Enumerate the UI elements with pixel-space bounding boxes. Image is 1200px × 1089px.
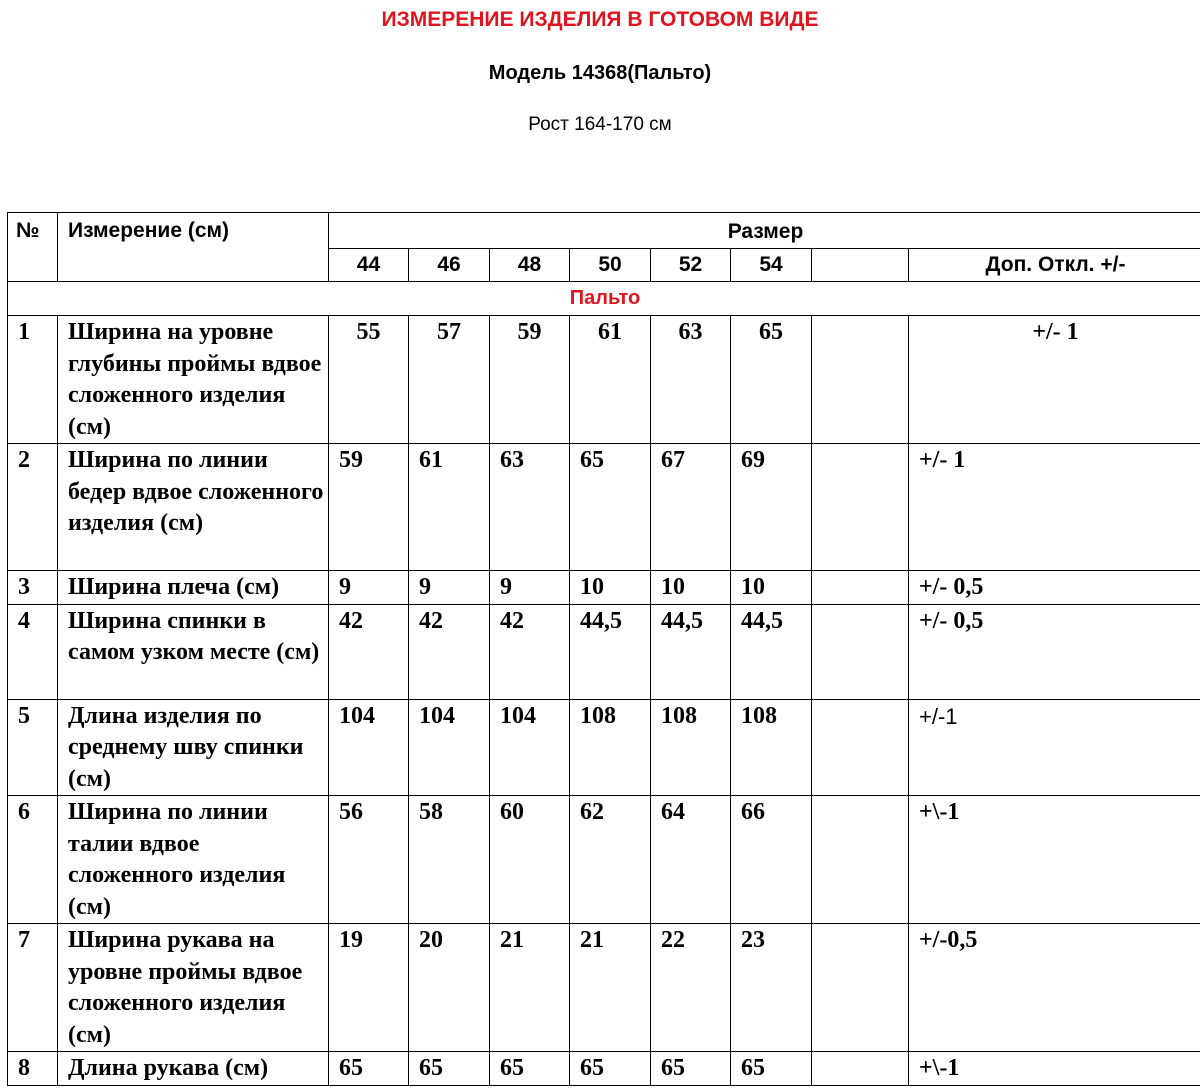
- row-value: 44,5: [731, 604, 812, 699]
- row-number: 3: [8, 571, 58, 605]
- table-row: [8, 924, 1200, 1052]
- row-value: 104: [329, 699, 409, 796]
- size-header-cell: 44: [329, 249, 409, 282]
- row-value: 61: [570, 316, 651, 444]
- row-number: 2: [8, 444, 58, 571]
- row-value: 65: [651, 1052, 731, 1086]
- row-value: 42: [409, 604, 490, 699]
- row-value: [812, 1052, 909, 1086]
- row-value: 65: [731, 316, 812, 444]
- row-value: 21: [490, 924, 570, 1052]
- row-value: 69: [731, 444, 812, 571]
- table-row: [8, 571, 1200, 605]
- size-header-cell: 54: [731, 249, 812, 282]
- row-tolerance: +/- 1: [909, 444, 1200, 571]
- row-number: 8: [8, 1052, 58, 1086]
- size-header-cell: 52: [651, 249, 731, 282]
- table-row: [8, 796, 1200, 924]
- row-value: 62: [570, 796, 651, 924]
- row-value: 108: [570, 699, 651, 796]
- row-value: 60: [490, 796, 570, 924]
- row-value: 21: [570, 924, 651, 1052]
- row-number: 4: [8, 604, 58, 699]
- row-value: 108: [651, 699, 731, 796]
- column-header-number: №: [8, 213, 58, 282]
- row-value: 64: [651, 796, 731, 924]
- row-value: 104: [490, 699, 570, 796]
- row-value: 9: [409, 571, 490, 605]
- row-value: 44,5: [570, 604, 651, 699]
- model-name: Модель 14368(Пальто): [488, 62, 712, 84]
- table-row: [8, 316, 1200, 444]
- size-header-cell: 48: [490, 249, 570, 282]
- row-value: 10: [731, 571, 812, 605]
- row-value: 23: [731, 924, 812, 1052]
- row-tolerance: +/-0,5: [909, 924, 1200, 1052]
- row-value: 10: [651, 571, 731, 605]
- row-value: 108: [731, 699, 812, 796]
- table-row: [8, 604, 1200, 699]
- row-value: 57: [409, 316, 490, 444]
- row-value: 65: [570, 1052, 651, 1086]
- row-value: 59: [490, 316, 570, 444]
- table-row: [8, 1052, 1200, 1086]
- row-measurement-name: Ширина по линии бедер вдвое сложенного изделия (см): [58, 444, 329, 571]
- row-value: 65: [409, 1052, 490, 1086]
- row-tolerance: +\-1: [909, 1052, 1200, 1086]
- size-header-cell: [812, 249, 909, 282]
- row-value: 42: [490, 604, 570, 699]
- row-value: 67: [651, 444, 731, 571]
- row-value: 20: [409, 924, 490, 1052]
- row-value: 19: [329, 924, 409, 1052]
- row-measurement-name: Длина рукава (см): [58, 1052, 329, 1086]
- row-value: 22: [651, 924, 731, 1052]
- row-measurement-name: Ширина плеча (см): [58, 571, 329, 605]
- column-header-size: Размер: [329, 213, 1200, 249]
- row-value: 59: [329, 444, 409, 571]
- row-value: [812, 444, 909, 571]
- row-number: 7: [8, 924, 58, 1052]
- row-value: [812, 699, 909, 796]
- size-header-cell: 50: [570, 249, 651, 282]
- row-number: 6: [8, 796, 58, 924]
- header-row: [8, 213, 1200, 249]
- row-measurement-name: Ширина спинки в самом узком месте (см): [58, 604, 329, 699]
- row-tolerance: +/- 1: [909, 316, 1200, 444]
- section-row: [8, 282, 1200, 316]
- document-title: ИЗМЕРЕНИЕ ИЗДЕЛИЯ В ГОТОВОМ ВИДЕ: [381, 8, 819, 31]
- row-value: 104: [409, 699, 490, 796]
- row-value: 63: [490, 444, 570, 571]
- table-row: [8, 444, 1200, 571]
- size-header-cell: 46: [409, 249, 490, 282]
- row-value: 65: [490, 1052, 570, 1086]
- row-number: 1: [8, 316, 58, 444]
- row-value: 66: [731, 796, 812, 924]
- row-measurement-name: Ширина по линии талии вдвое сложенного изделия (см): [58, 796, 329, 924]
- row-value: 61: [409, 444, 490, 571]
- row-value: 9: [490, 571, 570, 605]
- row-measurement-name: Длина изделия по среднему шву спинки (см): [58, 699, 329, 796]
- row-value: 10: [570, 571, 651, 605]
- row-value: 9: [329, 571, 409, 605]
- row-tolerance: +\-1: [909, 796, 1200, 924]
- row-value: 44,5: [651, 604, 731, 699]
- column-header-measurement: Измерение (см): [58, 213, 329, 282]
- row-value: 56: [329, 796, 409, 924]
- table-row: [8, 699, 1200, 796]
- row-value: [812, 316, 909, 444]
- row-value: 65: [731, 1052, 812, 1086]
- row-measurement-name: Ширина рукава на уровне проймы вдвое сложенного изделия (см): [58, 924, 329, 1052]
- row-value: 65: [570, 444, 651, 571]
- row-value: 42: [329, 604, 409, 699]
- row-value: [812, 604, 909, 699]
- section-label: Пальто: [8, 282, 1200, 316]
- row-value: [812, 796, 909, 924]
- row-value: 55: [329, 316, 409, 444]
- row-value: [812, 924, 909, 1052]
- row-tolerance: +/- 0,5: [909, 604, 1200, 699]
- row-tolerance: +/- 0,5: [909, 571, 1200, 605]
- row-value: [812, 571, 909, 605]
- row-value: 58: [409, 796, 490, 924]
- height-range: Рост 164-170 см: [528, 114, 672, 135]
- row-value: 65: [329, 1052, 409, 1086]
- row-number: 5: [8, 699, 58, 796]
- column-header-tolerance: Доп. Откл. +/-: [909, 249, 1200, 282]
- row-measurement-name: Ширина на уровне глубины проймы вдвое сложенного изделия (см): [58, 316, 329, 444]
- row-tolerance: +/-1: [909, 699, 1200, 796]
- row-value: 63: [651, 316, 731, 444]
- measurement-table: [7, 212, 1200, 1086]
